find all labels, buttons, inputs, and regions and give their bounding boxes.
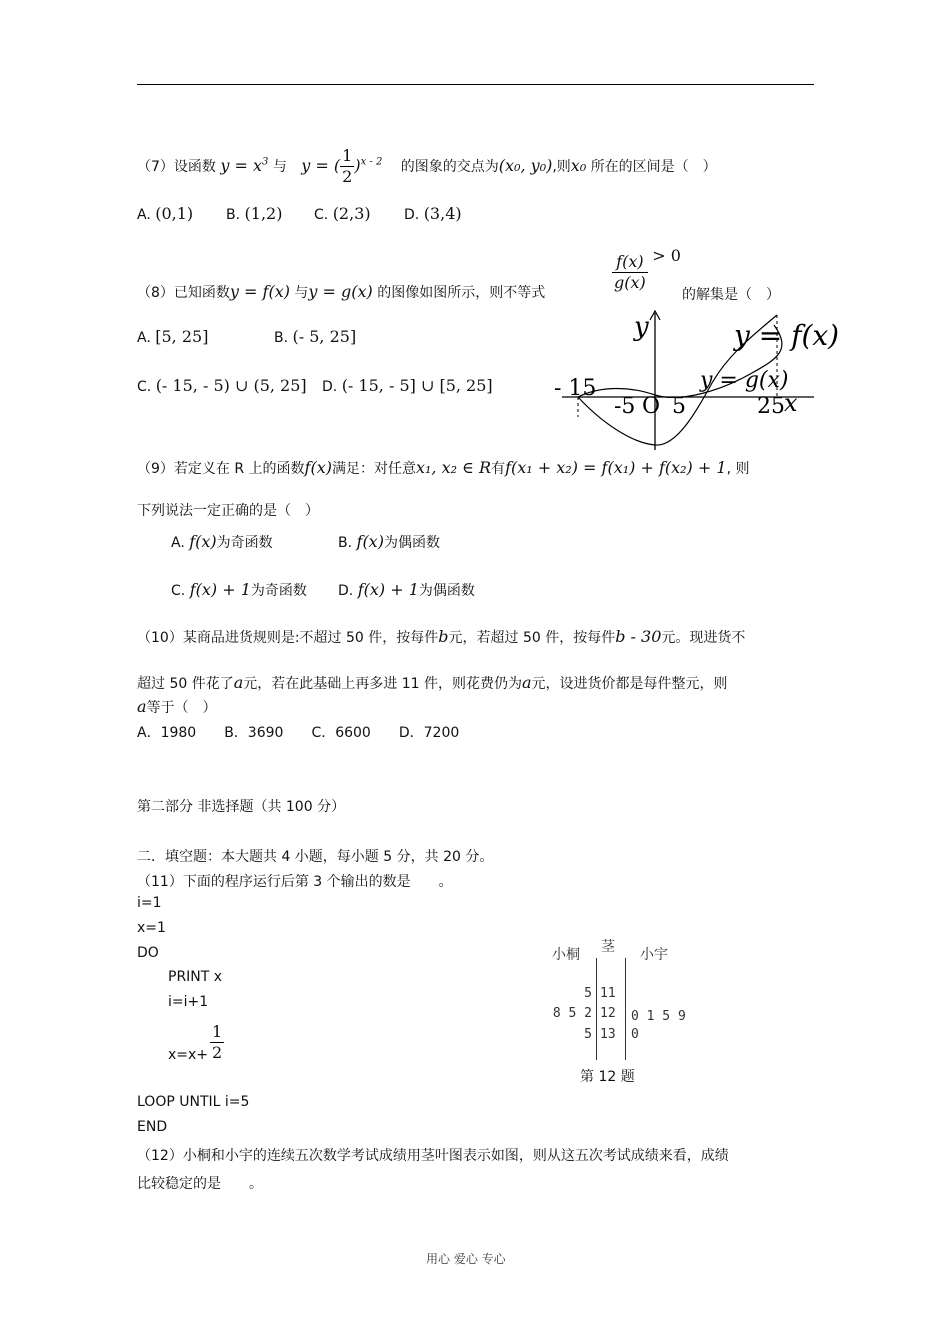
q8-text2: 的图像如图所示，则不等式: [377, 285, 546, 301]
code-line: x=1: [137, 920, 166, 936]
question-7: [137, 146, 717, 187]
q7-text3: ,则: [552, 159, 571, 175]
code-line: PRINT x: [168, 969, 223, 985]
graph-y-label: y: [634, 312, 649, 342]
q8-func-g: y = g(x): [308, 282, 373, 301]
q9-option-a: A. f(x)为奇函数: [171, 532, 273, 551]
q9-option-b: B. f(x)为偶函数: [338, 532, 440, 551]
section2-title: 二．填空题：本大题共 4 小题，每小题 5 分，共 20 分。: [137, 849, 494, 865]
code-line: i=i+1: [168, 994, 209, 1010]
q8-inequality: $\frac{f(x)}{g(x)}$ > 0: [614, 246, 681, 292]
q9-option-c: C. f(x) + 1为奇函数: [171, 580, 307, 599]
header-rule: [137, 84, 814, 85]
stem-row-right: 0: [631, 1027, 639, 1042]
q7-mid: 与: [272, 159, 287, 175]
q7-prefix: （7）设函数: [137, 159, 216, 175]
q7-text2: 的图象的交点为: [400, 159, 499, 175]
stem-row-left: 5: [584, 1027, 592, 1042]
graph-g-label: y = g(x): [700, 368, 789, 393]
q7-option-b: B. (1,2): [226, 204, 283, 223]
q10-line2: 超过 50 件花了a元，若在此基础上再多进 11 件，则花费仍为a元，设进货价都是每件整元，则: [137, 673, 728, 692]
q8-mid: 与: [294, 285, 309, 301]
q8-option-d: D. (- 15, - 5] ∪ [5, 25]: [322, 376, 493, 395]
q7-option-c: C. (2,3): [314, 204, 371, 223]
code-line-fraction: x=x+ $\frac{1}{2}$: [168, 1022, 223, 1063]
stem-line-left: [596, 958, 597, 1060]
stem-row-stem: 13: [600, 1027, 616, 1042]
question-9: （9）若定义在 R 上的函数f(x)满足：对任意x₁, x₂ ∈ R有f(x₁ + x₂) = f(x₁) + f(x₂) + 1, 则: [137, 458, 750, 477]
graph-tick-5: 5: [672, 394, 686, 419]
graph-f-label: y = f(x): [734, 319, 840, 352]
stem-line-right: [625, 958, 626, 1060]
q7-x0: x₀: [570, 156, 587, 175]
q7-func2: y = ( $\frac{1}{2}$ )$^{x - 2}$: [301, 146, 383, 186]
q7-text4: 所在的区间是（ ）: [590, 159, 717, 175]
graph-tick-25: 25: [757, 394, 785, 419]
q12-line2: 比较稳定的是 。: [137, 1176, 263, 1192]
graph-tick-o: O: [642, 394, 661, 419]
code-line: i=1: [137, 895, 162, 911]
q10-options: A．1980 B．3690 C．6600 D．7200: [137, 725, 460, 741]
q8-option-a: A. [5, 25]: [137, 327, 209, 346]
graph-tick-m5: -5: [614, 394, 636, 419]
stem-row-stem: 12: [600, 1006, 616, 1021]
stem-left-label: 小桐: [552, 947, 580, 963]
q7-func1: $y = x^3$: [220, 156, 269, 175]
q8-text3: 的解集是（ ）: [682, 287, 780, 303]
q8-func-f: y = f(x): [229, 282, 290, 301]
question-10: （10）某商品进货规则是:不超过 50 件，按每件b元，若超过 50 件，按每件b - 30元。现进货不: [137, 627, 746, 646]
question-8: [137, 282, 545, 302]
stem-label: 茎: [601, 939, 615, 955]
stem-caption: 第 12 题: [580, 1069, 635, 1085]
graph-tick-m15: - 15: [554, 376, 597, 401]
q8-graph: [552, 305, 840, 455]
q7-point: (x₀, y₀): [498, 156, 553, 175]
part2-title: 第二部分 非选择题（共 100 分）: [137, 799, 346, 815]
q8-option-c: C. (- 15, - 5) ∪ (5, 25]: [137, 376, 307, 395]
q7-option-d: D. (3,4): [404, 204, 462, 223]
stem-row-right: 0 1 5 9: [631, 1009, 686, 1024]
question-12: （12）小桐和小宇的连续五次数学考试成绩用茎叶图表示如图，则从这五次考试成绩来看，成绩: [137, 1148, 729, 1164]
q10-line3: a等于（ ）: [137, 697, 217, 716]
q7-option-a: A. (0,1): [137, 204, 194, 223]
q8-option-b: B. (- 5, 25]: [274, 327, 357, 346]
stem-right-label: 小宇: [640, 947, 668, 963]
code-line: END: [137, 1119, 168, 1135]
stem-row-left: 8 5 2: [552, 1006, 592, 1021]
question-11: （11）下面的程序运行后第 3 个输出的数是 。: [137, 874, 453, 890]
stem-row-stem: 11: [600, 986, 616, 1001]
code-line: LOOP UNTIL i=5: [137, 1094, 250, 1110]
q9-line2: 下列说法一定正确的是（ ）: [137, 503, 319, 519]
graph-x-label: x: [784, 389, 798, 417]
code-line: DO: [137, 945, 159, 961]
q8-prefix: （8）已知函数: [137, 285, 230, 301]
q9-option-d: D. f(x) + 1为偶函数: [338, 580, 475, 599]
page-footer: 用心 爱心 专心: [426, 1252, 506, 1266]
stem-row-left: 5: [584, 986, 592, 1001]
